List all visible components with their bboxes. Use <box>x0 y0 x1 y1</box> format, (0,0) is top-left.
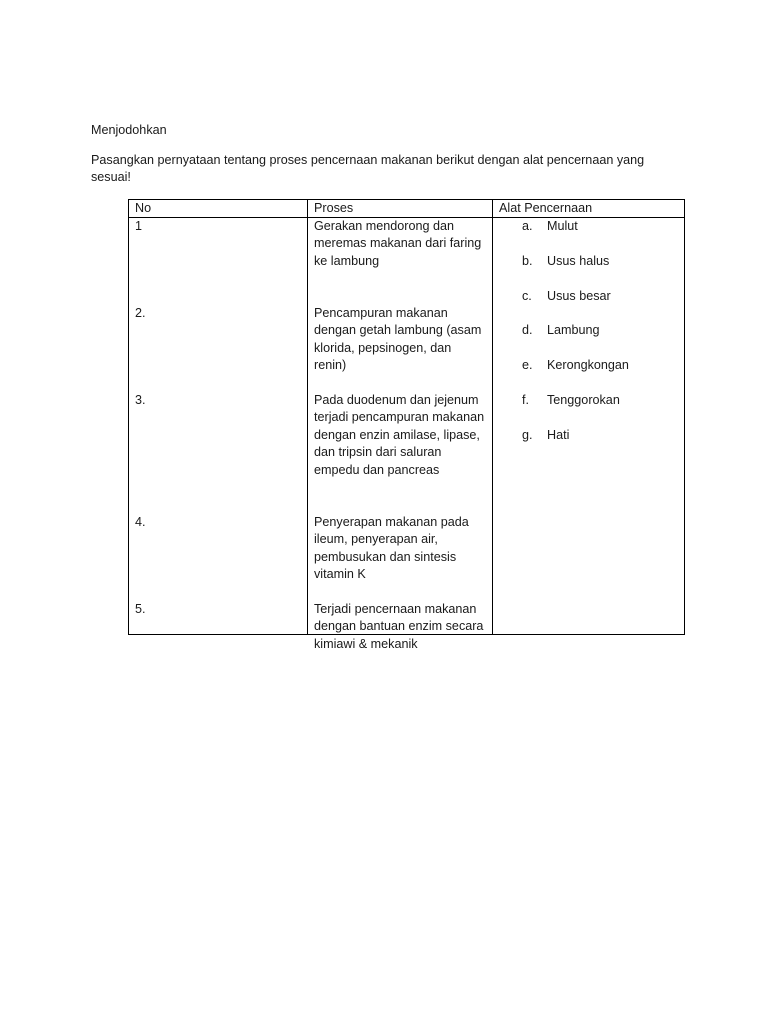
header-no: No <box>129 200 308 218</box>
option-label: Lambung <box>547 323 600 337</box>
option-label: Usus besar <box>547 289 611 303</box>
no-item-2: 2. <box>135 306 146 320</box>
option-item-c <box>522 288 611 305</box>
option-letter: b. <box>522 254 533 268</box>
option-item-e <box>522 357 629 374</box>
proses-item-1: Gerakan mendorong dan meremas makanan dari faring ke lambung <box>314 219 482 268</box>
option-letter: c. <box>522 289 532 303</box>
option-item-a <box>522 218 578 235</box>
option-letter: a. <box>522 219 533 233</box>
option-label: Mulut <box>547 219 578 233</box>
no-item-4: 4. <box>135 515 146 529</box>
proses-item-2: Pencampuran makanan dengan getah lambung (asam klorida, pepsinogen, dan renin) <box>314 306 482 373</box>
matching-table <box>128 199 685 651</box>
option-label: Hati <box>547 428 570 442</box>
option-item-b <box>522 253 609 270</box>
proses-item-5: Terjadi pencernaan makanan dengan bantuan enzim secara kimiawi & mekanik <box>314 602 484 651</box>
no-column <box>129 218 308 635</box>
option-label: Tenggorokan <box>547 393 620 407</box>
proses-item-3: Pada duodenum dan jejenum terjadi pencampuran makanan dengan enzin amilase, lipase, dan tripsin dari saluran empedu dan pancreas <box>314 393 485 477</box>
table-header-row <box>129 200 685 218</box>
option-letter: e. <box>522 358 533 372</box>
option-letter: f. <box>522 393 529 407</box>
option-letter: g. <box>522 428 533 442</box>
option-item-d <box>522 322 600 339</box>
instruction-text: Pasangkan pernyataan tentang proses pencernaan makanan berikut dengan alat pencernaan yang sesuai! <box>91 153 645 185</box>
proses-column <box>308 218 493 651</box>
alat-pencernaan-column <box>493 218 685 635</box>
proses-item-4: Penyerapan makanan pada ileum, penyerapan air, pembusukan dan sintesis vitamin K <box>314 515 469 582</box>
option-label: Kerongkongan <box>547 358 629 372</box>
option-item-g <box>522 427 569 444</box>
option-label: Usus halus <box>547 254 610 268</box>
header-alat-pencernaan: Alat Pencernaan <box>493 200 685 218</box>
no-item-1: 1 <box>135 219 143 233</box>
option-letter: d. <box>522 323 533 337</box>
option-item-f <box>522 392 620 409</box>
page-title: Menjodohkan <box>91 123 167 137</box>
no-item-5: 5. <box>135 602 146 616</box>
table-body-row <box>129 218 685 635</box>
no-item-3: 3. <box>135 393 146 407</box>
header-proses: Proses <box>308 200 493 218</box>
